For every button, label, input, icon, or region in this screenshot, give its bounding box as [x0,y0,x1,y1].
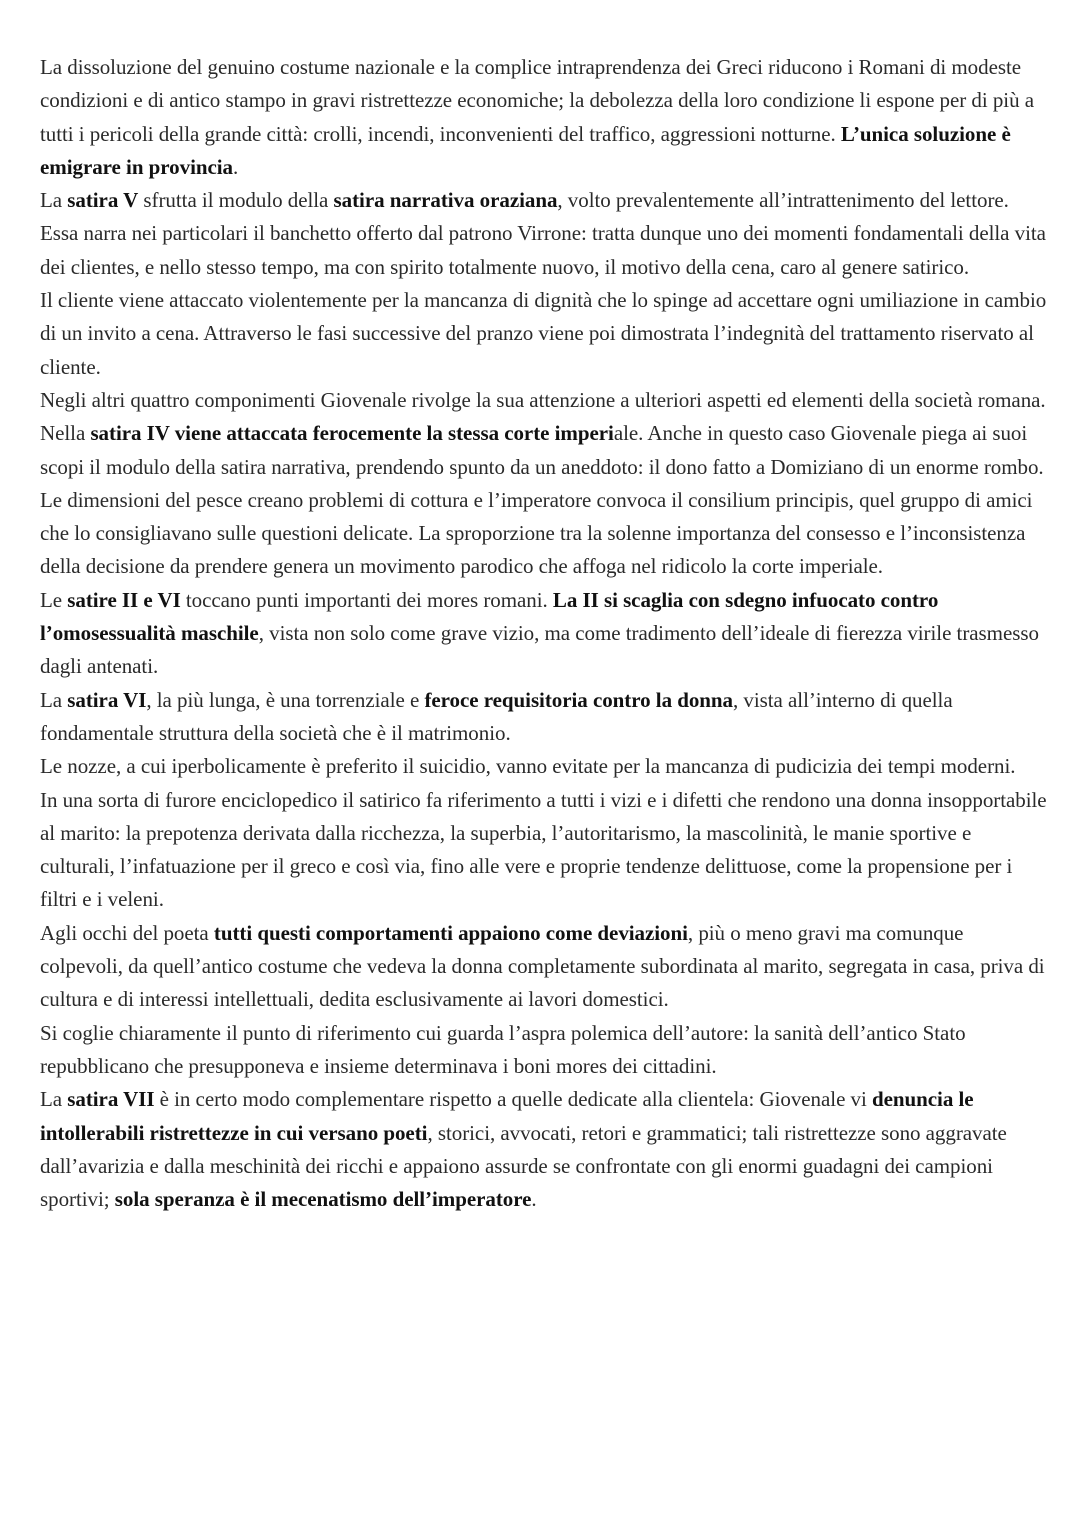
text-run: La [40,687,68,712]
text-run: Le [40,587,68,612]
paragraph [40,584,1050,684]
paragraph [40,184,1050,284]
bold-text-run: sola speranza è il mecenatismo dell’imperatore [114,1187,532,1212]
document-body [40,51,1050,1216]
bold-text-run: denuncia le intollerabili ristrettezze in cui versano poeti [40,1087,974,1145]
bold-text-run: satira VI [67,687,147,712]
text-run: . [531,1187,537,1212]
text-run: , vista non solo come grave vizio, ma come tradimento dell’ideale di fierezza virile trasmesso dagli antenati. [40,621,1039,679]
paragraph [40,684,1050,751]
paragraph [40,284,1050,384]
paragraph [40,384,1050,417]
bold-text-run: satire II e VI [67,587,181,612]
paragraph [40,51,1050,184]
text-run: , vista all’interno di quella fondamentale struttura della società che è il matrimonio. [40,687,953,745]
text-run: In una sorta di furore enciclopedico il satirico fa riferimento a tutti i vizi e i difetti che rendono una donna insopportabile al marito: la prepotenza derivata dalla ricchezza, la superbia, l’autoritarismo, la mascolinità, le manie sportive e culturali, l’infatuazione per il greco e così via, fino alle vere e proprie tendenze delittuose, come la propensione per i filtri e i veleni. [40,787,1047,912]
bold-text-run: La II si scaglia con sdegno infuocato contro l’omosessualità maschile [40,587,939,646]
text-run: Il cliente viene attaccato violentemente per la mancanza di dignità che lo spinge ad accettare ogni umiliazione in cambio di un invito a cena. Attraverso le fasi successive del pranzo viene poi dimostrata l’indegnità del trattamento riservato al cliente. [40,288,1047,379]
paragraph [40,417,1050,583]
bold-text-run: satira narrativa oraziana [333,188,558,213]
text-run: , storici, avvocati, retori e grammatici; tali ristrettezze sono aggravate dall’avarizia e dalla meschinità dei ricchi e appaiono assurde se confrontate con gli enormi guadagni dei campioni sportivi; [40,1120,1007,1212]
bold-text-run: satira V [67,188,139,213]
text-run: è in certo modo complementare rispetto a quelle dedicate alla clientela: Giovenale vi [154,1087,872,1112]
text-run: toccano punti importanti dei mores romani. [180,587,553,612]
text-run: La [40,188,68,213]
text-run: , la più lunga, è una torrenziale e [146,687,425,712]
text-run: . [233,154,239,179]
paragraph [40,784,1050,917]
text-run: Le nozze, a cui iperbolicamente è preferito il suicidio, vanno evitate per la mancanza di pudicizia dei tempi moderni. [40,754,1016,779]
text-run: La dissoluzione del genuino costume nazionale e la complice intraprendenza dei Greci riducono i Romani di modeste condizioni e di antico stampo in gravi ristrettezze economiche; la debolezza della loro condizione li espone per di più a tutti i pericoli della grande città: crolli, incendi, inconvenienti del traffico, aggressioni notturne. [40,55,1034,146]
bold-text-run: satira IV viene attaccata ferocemente la stessa corte imperi [90,421,614,446]
text-run: Negli altri quattro componimenti Giovenale rivolge la sua attenzione a ulteriori aspetti ed elementi della società romana. [40,387,1046,412]
bold-text-run: satira VII [67,1087,155,1112]
paragraph [40,750,1050,783]
text-run: Si coglie chiaramente il punto di riferimento cui guarda l’aspra polemica dell’autore: la sanità dell’antico Stato repubblicano che presupponeva e insieme determinava i boni mores dei cittadini. [40,1020,966,1078]
text-run: ale. Anche in questo caso Giovenale piega ai suoi scopi il modulo della satira narrativa, prendendo spunto da un aneddoto: il dono fatto a Domiziano di un enorme rombo. Le dimensioni del pesce creano problemi di cottura e l’imperatore convoca il consilium principis, quel gruppo di amici che lo consigliavano sulle questioni delicate. La sproporzione tra la solenne importanza del consesso e l’inconsistenza della decisione da prendere genera un movimento parodico che affoga nel ridicolo la corte imperiale. [40,421,1044,579]
bold-text-run: feroce requisitoria contro la donna [424,687,734,712]
text-run: Nella [40,421,91,446]
paragraph [40,1083,1050,1216]
paragraph [40,917,1050,1017]
text-run: , più o meno gravi ma comunque colpevoli, da quell’antico costume che vedeva la donna completamente subordinata al marito, segregata in casa, priva di cultura e di interessi intellettuali, dedita esclusivamente ai lavori domestici. [40,920,1045,1012]
text-run: La [40,1087,68,1112]
bold-text-run: tutti questi comportamenti appaiono come deviazioni [213,920,688,945]
text-run: , volto prevalentemente all’intrattenimento del lettore. Essa narra nei particolari il banchetto offerto dal patrono Virrone: tratta dunque uno dei momenti fondamentali della vita dei clientes, e nello stesso tempo, ma con spirito totalmente nuovo, il motivo della cena, caro al genere satirico. [40,188,1046,279]
bold-text-run: L’unica soluzione è emigrare in provincia [40,121,1011,179]
text-run: Agli occhi del poeta [40,920,214,945]
text-run: sfrutta il modulo della [138,188,334,213]
paragraph [40,1017,1050,1084]
